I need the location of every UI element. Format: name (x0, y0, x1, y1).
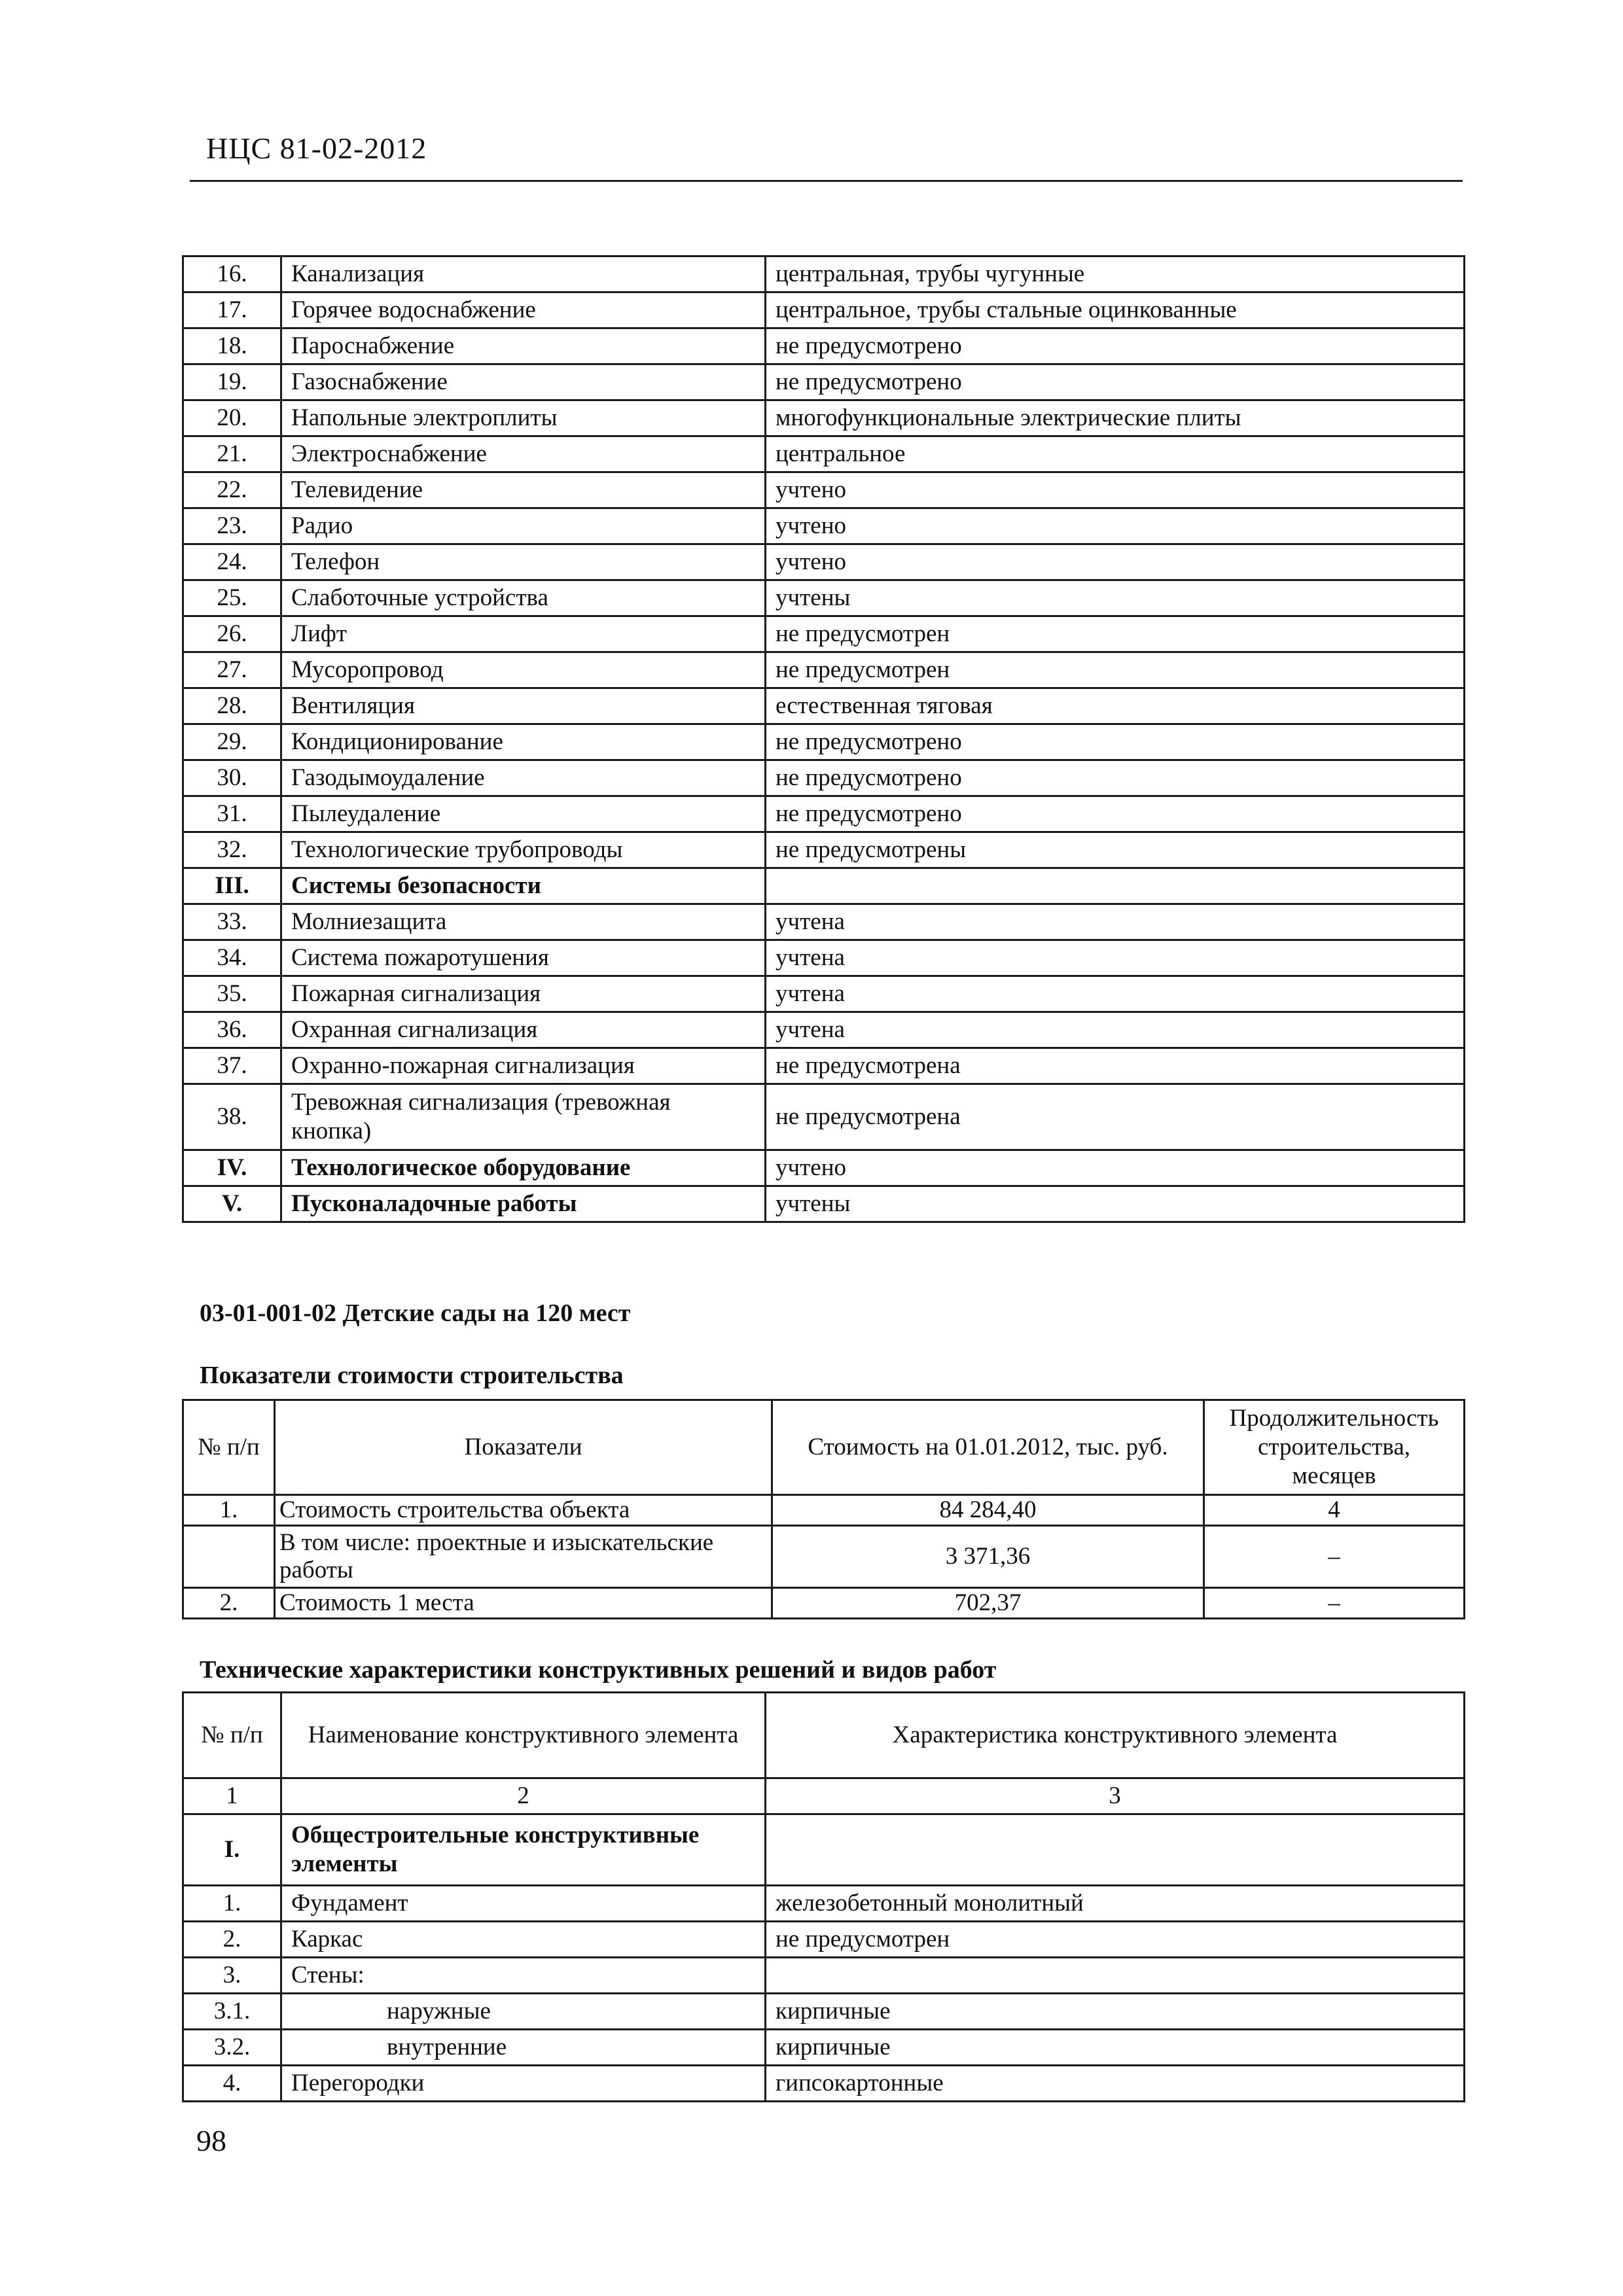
table-row (183, 616, 1465, 652)
element-value: не предусмотрено (766, 796, 1465, 832)
table-row (183, 364, 1465, 400)
row-number: 3.2. (183, 2030, 281, 2066)
element-value: не предусмотрен (766, 652, 1465, 688)
table-row (183, 904, 1465, 940)
row-number: 38. (183, 1084, 281, 1150)
table-row (183, 544, 1465, 580)
col-header-characteristic: Характеристика конструктивного элемента (766, 1693, 1465, 1778)
tech-characteristics-title: Технические характеристики конструктивных решений и видов работ (200, 1656, 997, 1684)
row-number: 26. (183, 616, 281, 652)
indicator-name: Стоимость строительства объекта (275, 1495, 772, 1526)
column-number: 1 (183, 1778, 281, 1814)
element-name: Охранная сигнализация (281, 1012, 766, 1048)
element-value: учтены (766, 580, 1465, 616)
element-value: учтено (766, 544, 1465, 580)
row-number: 22. (183, 472, 281, 508)
element-value: учтена (766, 940, 1465, 976)
table-row (183, 1886, 1465, 1922)
duration-value: – (1204, 1526, 1465, 1588)
element-value: учтено (766, 1150, 1465, 1186)
table-row (183, 2066, 1465, 2102)
systems-table-body (183, 256, 1465, 1222)
row-number: 4. (183, 2066, 281, 2102)
table-row (183, 1922, 1465, 1958)
row-number: 37. (183, 1048, 281, 1084)
row-number: 35. (183, 976, 281, 1012)
element-name: Тревожная сигнализация (тревожная кнопка) (281, 1084, 766, 1150)
table-row (183, 1814, 1465, 1886)
row-number: 16. (183, 256, 281, 292)
tech-column-numbers-row (183, 1778, 1465, 1814)
row-number: 32. (183, 832, 281, 868)
table-row (183, 976, 1465, 1012)
table-row (183, 1526, 1465, 1588)
table-row (183, 508, 1465, 544)
cost-table-body (183, 1495, 1465, 1619)
row-number: 18. (183, 328, 281, 364)
header-divider (190, 180, 1463, 182)
cost-indicators-table (182, 1399, 1465, 1619)
col-header-num: № п/п (183, 1400, 275, 1495)
row-number: 1. (183, 1886, 281, 1922)
element-value: естественная тяговая (766, 688, 1465, 724)
element-value (766, 868, 1465, 904)
column-number: 2 (281, 1778, 766, 1814)
table-row (183, 1084, 1465, 1150)
row-number: 24. (183, 544, 281, 580)
element-name: Пароснабжение (281, 328, 766, 364)
element-name: Охранно-пожарная сигнализация (281, 1048, 766, 1084)
element-name: Пылеудаление (281, 796, 766, 832)
element-name: Телевидение (281, 472, 766, 508)
indicator-name: Стоимость 1 места (275, 1588, 772, 1619)
table-row (183, 1588, 1465, 1619)
row-number: 34. (183, 940, 281, 976)
element-name: Горячее водоснабжение (281, 292, 766, 328)
row-number: 29. (183, 724, 281, 760)
element-name: Слаботочные устройства (281, 580, 766, 616)
table-row (183, 328, 1465, 364)
row-number: 31. (183, 796, 281, 832)
element-characteristic: гипсокартонные (766, 2066, 1465, 2102)
table-row (183, 760, 1465, 796)
element-name: Молниезащита (281, 904, 766, 940)
element-name: внутренние (281, 2030, 766, 2066)
row-number: 3. (183, 1958, 281, 1994)
row-number: 21. (183, 436, 281, 472)
cost-header-row (183, 1400, 1465, 1495)
row-number: 2. (183, 1588, 275, 1619)
cost-indicators-title: Показатели стоимости строительства (200, 1362, 624, 1389)
col-header-cost: Стоимость на 01.01.2012, тыс. руб. (772, 1400, 1204, 1495)
col-header-indicator: Показатели (275, 1400, 772, 1495)
element-name: Лифт (281, 616, 766, 652)
element-characteristic: железобетонный монолитный (766, 1886, 1465, 1922)
element-name: Система пожаротушения (281, 940, 766, 976)
element-name: Каркас (281, 1922, 766, 1958)
cost-value: 3 371,36 (772, 1526, 1204, 1588)
row-number: 28. (183, 688, 281, 724)
element-name: Канализация (281, 256, 766, 292)
element-value: центральное, трубы стальные оцинкованные (766, 292, 1465, 328)
element-characteristic: кирпичные (766, 1994, 1465, 2030)
element-name: Телефон (281, 544, 766, 580)
duration-value: – (1204, 1588, 1465, 1619)
element-characteristic: кирпичные (766, 2030, 1465, 2066)
row-number: 20. (183, 400, 281, 436)
element-name: Мусоропровод (281, 652, 766, 688)
table-row (183, 1994, 1465, 2030)
row-number: 2. (183, 1922, 281, 1958)
table-row (183, 652, 1465, 688)
table-row (183, 256, 1465, 292)
row-number: 23. (183, 508, 281, 544)
table-row (183, 436, 1465, 472)
col-header-element-name: Наименование конструктивного элемента (281, 1693, 766, 1778)
row-number: 3.1. (183, 1994, 281, 2030)
element-name: Вентиляция (281, 688, 766, 724)
element-value: не предусмотрено (766, 328, 1465, 364)
table-row (183, 868, 1465, 904)
element-name: Технологическое оборудование (281, 1150, 766, 1186)
element-name: Электроснабжение (281, 436, 766, 472)
element-value: учтена (766, 1012, 1465, 1048)
element-name: Напольные электроплиты (281, 400, 766, 436)
engineering-systems-table (182, 255, 1465, 1223)
element-value: не предусмотрен (766, 616, 1465, 652)
page-number: 98 (196, 2124, 226, 2157)
table-row (183, 688, 1465, 724)
col-header-num: № п/п (183, 1693, 281, 1778)
element-name: Технологические трубопроводы (281, 832, 766, 868)
table-row (183, 1186, 1465, 1222)
element-name: Радио (281, 508, 766, 544)
element-value: учтено (766, 472, 1465, 508)
col-header-duration: Продолжительность строительства, месяцев (1204, 1400, 1465, 1495)
element-value: многофункциональные электрические плиты (766, 400, 1465, 436)
element-name: Перегородки (281, 2066, 766, 2102)
column-number: 3 (766, 1778, 1465, 1814)
table-row (183, 940, 1465, 976)
tech-characteristics-table (182, 1691, 1465, 2102)
table-row (183, 292, 1465, 328)
table-row (183, 724, 1465, 760)
cost-value: 84 284,40 (772, 1495, 1204, 1526)
table-row (183, 1048, 1465, 1084)
element-name: Кондиционирование (281, 724, 766, 760)
row-number: I. (183, 1814, 281, 1886)
element-value: учтена (766, 976, 1465, 1012)
element-value: учтены (766, 1186, 1465, 1222)
element-name: Пожарная сигнализация (281, 976, 766, 1012)
element-name: Газоснабжение (281, 364, 766, 400)
element-name: Пусконаладочные работы (281, 1186, 766, 1222)
row-number: 25. (183, 580, 281, 616)
element-value: учтено (766, 508, 1465, 544)
table-row (183, 1150, 1465, 1186)
row-number: IV. (183, 1150, 281, 1186)
element-value: не предусмотрена (766, 1048, 1465, 1084)
indicator-name: В том числе: проектные и изыскательские работы (275, 1526, 772, 1588)
element-value: не предусмотрено (766, 364, 1465, 400)
element-value: центральная, трубы чугунные (766, 256, 1465, 292)
row-number (183, 1526, 275, 1588)
element-characteristic: не предусмотрен (766, 1922, 1465, 1958)
cost-value: 702,37 (772, 1588, 1204, 1619)
catalog-entry-title: 03-01-001-02 Детские сады на 120 мест (200, 1299, 631, 1327)
element-name: Общестроительные конструктивные элементы (281, 1814, 766, 1886)
document-code-header: НЦС 81-02-2012 (206, 132, 427, 165)
element-value: не предусмотрено (766, 760, 1465, 796)
element-name: Стены: (281, 1958, 766, 1994)
table-row (183, 400, 1465, 436)
table-row (183, 1958, 1465, 1994)
table-row (183, 796, 1465, 832)
row-number: 17. (183, 292, 281, 328)
row-number: 36. (183, 1012, 281, 1048)
table-row (183, 2030, 1465, 2066)
element-value: не предусмотрено (766, 724, 1465, 760)
table-row (183, 1012, 1465, 1048)
table-row (183, 580, 1465, 616)
tech-table-body (183, 1814, 1465, 2102)
row-number: 19. (183, 364, 281, 400)
tech-header-row (183, 1693, 1465, 1778)
element-characteristic (766, 1814, 1465, 1886)
element-name: Газодымоудаление (281, 760, 766, 796)
element-value: не предусмотрена (766, 1084, 1465, 1150)
row-number: 1. (183, 1495, 275, 1526)
table-row (183, 472, 1465, 508)
element-name: Фундамент (281, 1886, 766, 1922)
row-number: V. (183, 1186, 281, 1222)
element-name: наружные (281, 1994, 766, 2030)
element-name: Системы безопасности (281, 868, 766, 904)
row-number: 30. (183, 760, 281, 796)
element-value: не предусмотрены (766, 832, 1465, 868)
row-number: 27. (183, 652, 281, 688)
row-number: III. (183, 868, 281, 904)
row-number: 33. (183, 904, 281, 940)
element-value: центральное (766, 436, 1465, 472)
table-row (183, 832, 1465, 868)
element-characteristic (766, 1958, 1465, 1994)
table-row (183, 1495, 1465, 1526)
duration-value: 4 (1204, 1495, 1465, 1526)
element-value: учтена (766, 904, 1465, 940)
